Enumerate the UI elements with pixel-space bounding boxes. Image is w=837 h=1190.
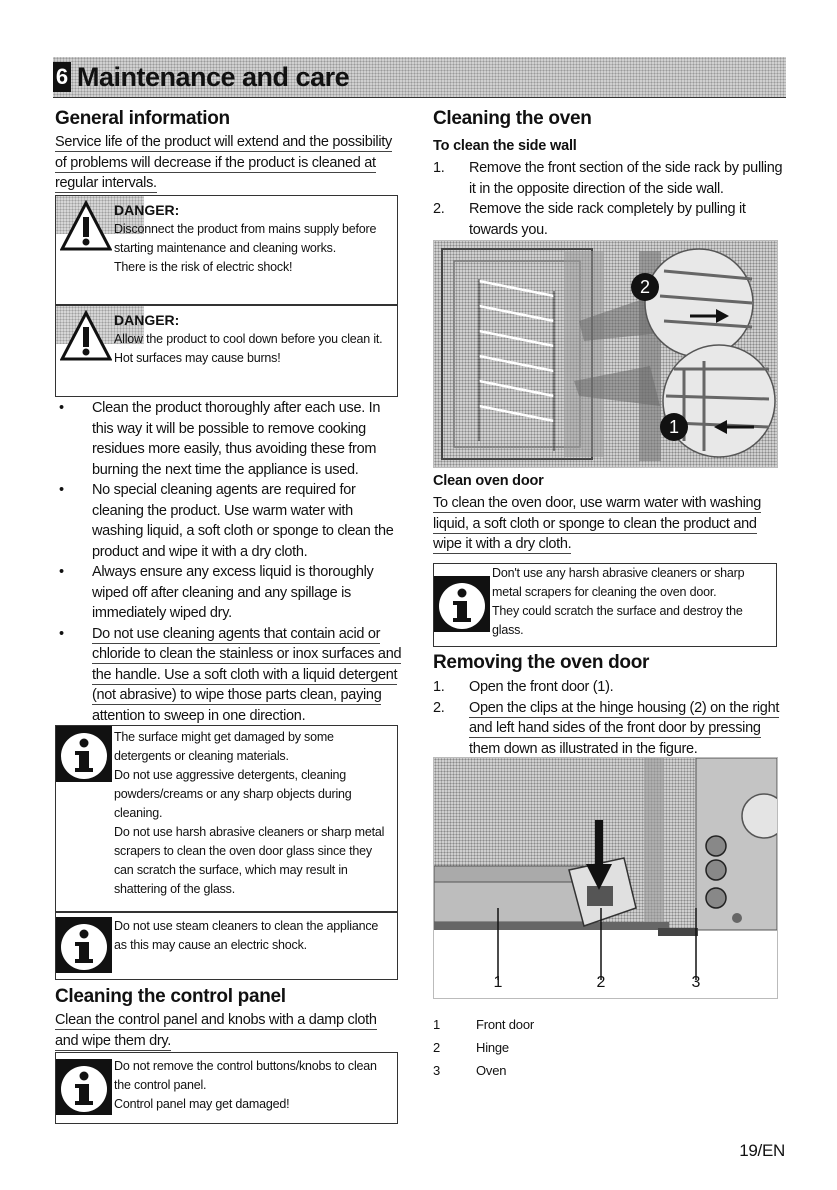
chapter-number: 6 — [53, 62, 71, 92]
legend-text: Front door — [476, 1017, 534, 1032]
warning-triangle-icon — [60, 310, 112, 362]
danger-title: DANGER: — [114, 312, 180, 328]
legend-text: Oven — [476, 1063, 507, 1078]
info-box-oven-door — [433, 563, 777, 647]
list-item: 2. Open the clips at the hinge housing (2) on the right and left hand sides of the front door by pressing them down as illustrated in the figure. — [433, 699, 780, 757]
side-wall-subheading: To clean the side wall — [433, 138, 577, 154]
figure-callout-label: 2 — [639, 277, 650, 297]
info-text: The surface might get damaged by some detergents or cleaning materials. — [114, 730, 334, 763]
info-text: Do not use harsh abrasive cleaners or sharp metal scrapers to clean the oven door glass since they can scratch the surface, which may result in shattering of the glass. — [114, 825, 385, 896]
removing-door-steps — [433, 677, 783, 759]
removing-oven-door-heading: Removing the oven door — [433, 652, 650, 673]
list-item: • Do not use cleaning agents that contain acid or chloride to clean the stainless or inox surfaces and the handle. Use a soft cloth with a liquid detergent (not abrasive) to wipe those parts clean, paying attention to sweep in one direction. — [59, 625, 402, 724]
cleaning-oven-heading: Cleaning the oven — [433, 108, 592, 129]
info-box-steam — [55, 912, 398, 980]
info-box-control-panel — [55, 1052, 398, 1124]
info-icon — [56, 917, 112, 973]
hinge-figure — [433, 757, 778, 999]
info-text: They could scratch the surface and destroy the glass. — [492, 604, 743, 637]
danger-text: Disconnect the product from mains supply before starting maintenance and cleaning works. — [114, 222, 377, 255]
danger-text: There is the risk of electric shock! — [114, 260, 293, 274]
info-icon — [56, 1059, 112, 1115]
cleaning-bullets — [55, 398, 405, 726]
info-text: Control panel may get damaged! — [114, 1097, 290, 1111]
info-icon — [434, 576, 490, 632]
info-text: Don't use any harsh abrasive cleaners or sharp metal scrapers for cleaning the oven door. — [492, 566, 745, 599]
info-text: Do not remove the control buttons/knobs to clean the control panel. — [114, 1059, 377, 1092]
figure-callout-label: 2 — [596, 974, 606, 991]
legend-number: 1 — [433, 1017, 441, 1032]
legend-number: 3 — [433, 1063, 441, 1078]
list-item: 2. Remove the side rack completely by pulling it towards you. — [433, 201, 746, 238]
danger-box-hot — [55, 305, 398, 397]
general-intro: Service life of the product will extend and the possibility of problems will decrease if the product is cleaned at regular intervals. — [55, 134, 392, 191]
figure-callout-label: 3 — [691, 974, 701, 991]
danger-text: Allow the product to cool down before you clean it. — [114, 332, 383, 346]
list-item: 1. Open the front door (1). — [433, 679, 614, 695]
info-text: Do not use aggressive detergents, cleaning powders/creams or any sharp objects during cleaning. — [114, 768, 352, 820]
control-panel-text: Clean the control panel and knobs with a damp cloth and wipe them dry. — [55, 1012, 377, 1049]
chapter-title: Maintenance and care — [77, 62, 350, 92]
figure-callout-label: 1 — [668, 417, 679, 437]
side-wall-steps — [433, 158, 783, 240]
list-item: • Clean the product thoroughly after each use. In this way it will be possible to remove cooking residues more easily, thus avoiding these from burning the next time the appliance is used. — [59, 400, 381, 478]
side-rack-illustration — [434, 241, 777, 467]
clean-oven-door-subheading: Clean oven door — [433, 473, 544, 489]
danger-box-mains — [55, 195, 398, 305]
info-box-detergents — [55, 725, 398, 912]
info-icon — [56, 726, 112, 782]
legend-number: 2 — [433, 1040, 441, 1055]
legend-text: Hinge — [476, 1040, 509, 1055]
side-rack-figure — [433, 240, 778, 468]
clean-oven-door-text: To clean the oven door, use warm water with washing liquid, a soft cloth or sponge to clean the product and wipe it with a dry cloth. — [433, 495, 762, 552]
warning-triangle-icon — [60, 200, 112, 252]
general-information-heading: General information — [55, 108, 230, 129]
list-item: 1. Remove the front section of the side rack by pulling it in the opposite direction of the side wall. — [433, 160, 783, 197]
page-number: 19/EN — [739, 1141, 785, 1160]
chapter-header — [53, 57, 786, 98]
control-panel-heading: Cleaning the control panel — [55, 986, 286, 1007]
list-item: • No special cleaning agents are required for cleaning the product. Use warm water with washing liquid, a soft cloth or sponge to clean the product and wipe it with a dry cloth. — [59, 482, 394, 560]
hinge-illustration — [434, 758, 777, 998]
info-text: Do not use steam cleaners to clean the appliance as this may cause an electric shock. — [114, 919, 379, 952]
danger-title: DANGER: — [114, 202, 180, 218]
figure-callout-label: 1 — [493, 974, 503, 991]
list-item: • Always ensure any excess liquid is thoroughly wiped off after cleaning and any spillage is immediately wiped dry. — [59, 564, 374, 621]
danger-text: Hot surfaces may cause burns! — [114, 351, 281, 365]
